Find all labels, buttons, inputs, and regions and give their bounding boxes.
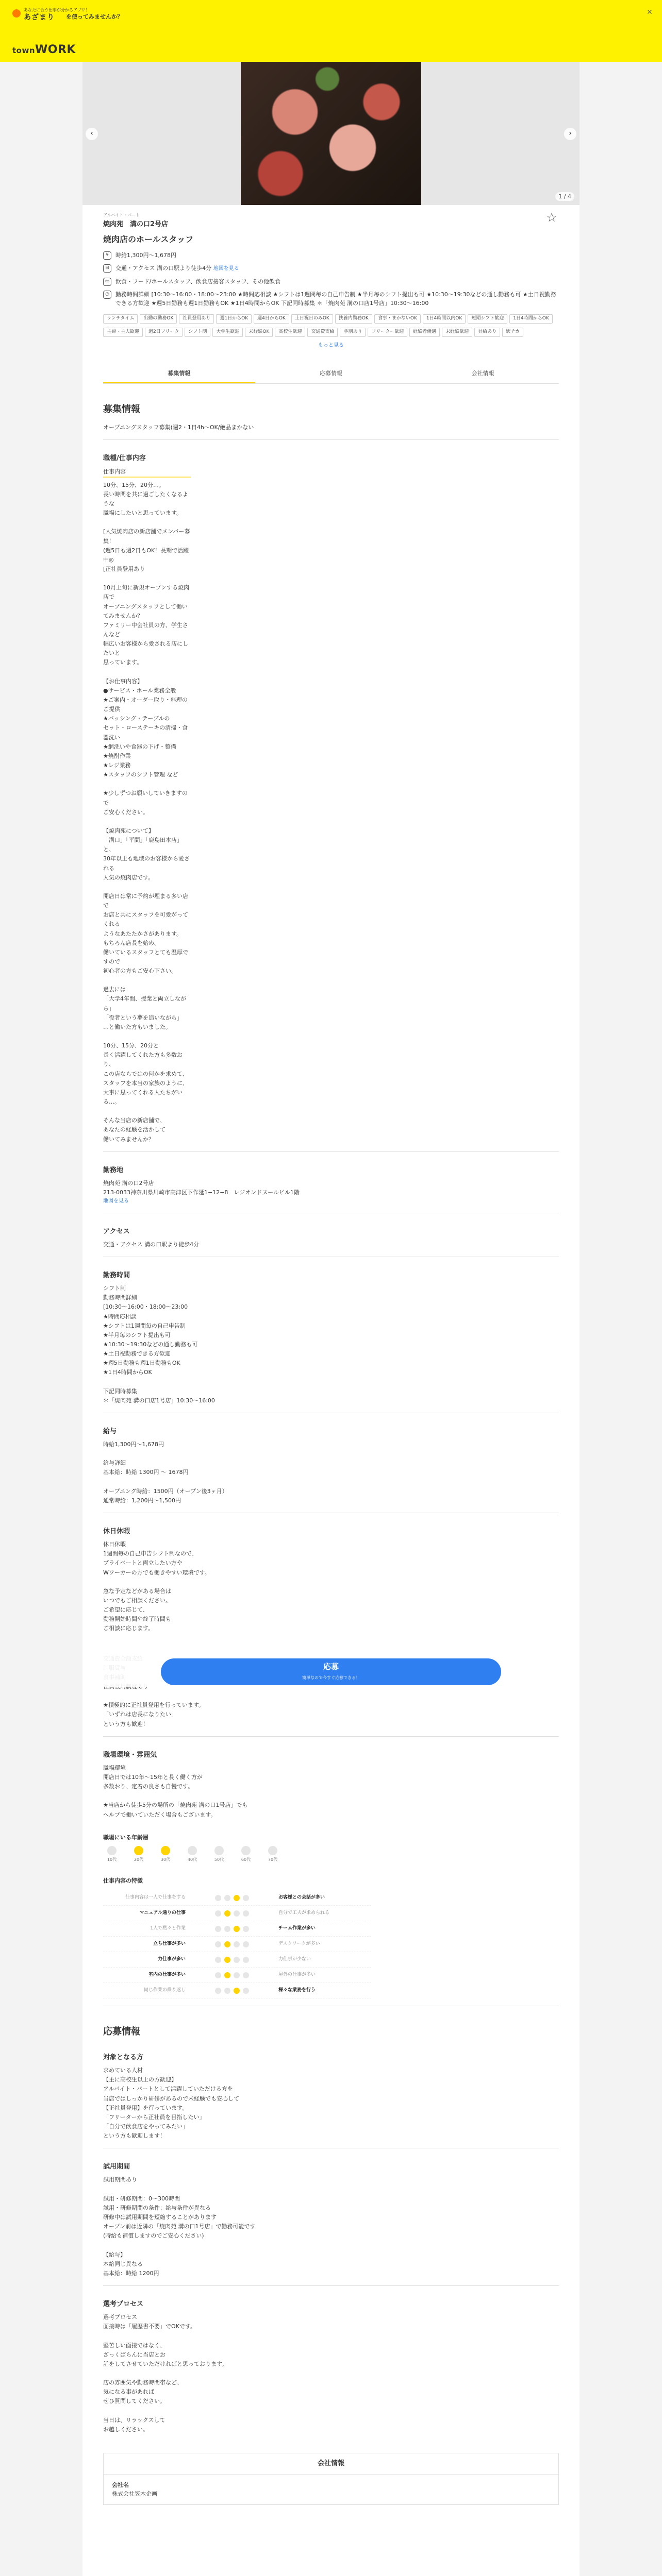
trait-dot-icon xyxy=(224,1957,230,1963)
age-group-item xyxy=(237,1846,255,1863)
feature-tag: ランチタイム xyxy=(103,314,138,324)
trait-scale xyxy=(191,1988,273,1994)
feature-tag: 週2日フリータ xyxy=(145,328,183,337)
wage-row xyxy=(103,251,559,260)
trait-dot-icon xyxy=(243,1941,249,1947)
trait-left-label: マニュアル通りの仕事 xyxy=(139,1910,186,1916)
site-logo-prefix: town xyxy=(12,46,36,55)
process-detail: 選考プロセス 面接時は「履歴書不要」でOKです。 堅苦しい面接ではなく、 ざっくばらんに当店とお 話をしてさせていただければと思っております。 店の雰囲気や勤務時間帯など、 気になる事があれば ぜひ質問してください。 当日は、リラックスして お越しください。 xyxy=(103,2314,228,2433)
age-label: 20代 xyxy=(134,1857,144,1862)
trait-dot-icon xyxy=(224,1941,230,1947)
wage-text: 時給1,300円〜1,678円 xyxy=(115,252,176,259)
tab-company-info[interactable]: 会社情報 xyxy=(471,370,494,377)
age-label: 30代 xyxy=(160,1857,171,1862)
access-title: アクセス xyxy=(103,1227,130,1235)
trait-dot-icon xyxy=(215,1988,221,1994)
age-label: 10代 xyxy=(107,1857,117,1862)
hours-title: 勤務時間 xyxy=(103,1271,130,1279)
trait-dot-icon xyxy=(234,1941,240,1947)
company-name-value: 株式会社笠木企画 xyxy=(112,2490,157,2498)
yen-icon: ¥ xyxy=(103,251,111,260)
target-title: 対象となる方 xyxy=(103,2054,144,2062)
age-dot-icon xyxy=(188,1846,197,1855)
trial-period-detail: 試用期間あり 試用・研修期間：0〜300時間 試用・研修期間の条件：給与条件が異なる 研修中は試用期間を短縮することがあります オープン前は近隣の「焼肉苑 溝の口1号店」で勤務可能です (時給も補償しますのでご安心ください) 【給与】 本給同じ異なる 基本給：時給 1200円 xyxy=(103,2176,256,2277)
access-text: 交通・アクセス 溝の口駅より徒歩4分 xyxy=(115,265,212,272)
trait-right-label: 屋外の仕事が多い xyxy=(278,1972,316,1977)
site-logo[interactable] xyxy=(12,41,76,59)
category-text: 飲食・フード/ホールスタッフ、飲食店接客スタッフ、その他飲食 xyxy=(115,278,281,285)
feature-tag: 1日4時間以内OK xyxy=(423,314,466,324)
hours-detail: シフト制 勤務時間詳細 [10:30〜16:00・18:00〜23:00 ★時間応相談 ★シフトは1週間毎の自己申告制 ★半月毎のシフト提出も可 ★10:30〜19:30などの通し勤務も可 ★土日祝勤務できる方歓迎 ★週5日勤務も週1日勤務もOK ★1日4時間からOK 下記同時募集 ＊「焼肉苑 溝の口店1号店」10:30〜16:00 xyxy=(103,1285,215,1404)
feature-tag: 出勤の勤務OK xyxy=(140,314,177,324)
job-description-title: 職種/仕事内容 xyxy=(103,454,146,463)
trait-right-label: 様々な業務を行う xyxy=(278,1987,316,1993)
feature-tag: 昇給あり xyxy=(474,328,500,337)
trait-dot-icon xyxy=(224,1988,230,1994)
traits-table xyxy=(103,1890,371,1998)
age-dot-icon xyxy=(107,1846,117,1855)
age-label: 40代 xyxy=(187,1857,197,1862)
feature-tag: 大学生歓迎 xyxy=(212,328,243,337)
carousel-next-button[interactable]: › xyxy=(564,128,576,140)
trait-scale xyxy=(191,1941,273,1947)
trait-dot-icon xyxy=(234,1910,240,1917)
location-map-link[interactable]: 地図を見る xyxy=(103,1198,129,1205)
trait-row xyxy=(103,1983,371,1998)
age-group-item xyxy=(184,1846,201,1863)
trait-dot-icon xyxy=(243,1926,249,1932)
trait-row xyxy=(103,1937,371,1952)
hours-row xyxy=(103,290,559,308)
divider xyxy=(103,2285,559,2286)
age-dot-icon xyxy=(214,1846,224,1855)
trait-left-label: 室内の仕事が多い xyxy=(148,1972,186,1977)
trait-right-label: 自分で工夫が求められる xyxy=(278,1910,330,1916)
apply-bar xyxy=(82,1651,580,1687)
feature-tag: 学割あり xyxy=(340,328,366,337)
job-title: 焼肉店のホールスタッフ xyxy=(103,234,194,244)
briefcase-icon: ▭ xyxy=(103,278,111,286)
trait-dot-icon xyxy=(234,1926,240,1932)
trait-left-label: 同じ作業の繰り返し xyxy=(143,1987,186,1993)
trait-left-label: 1人で黙々と作業 xyxy=(150,1925,186,1931)
job-description-text: 10分、15分、20分…。 長い時間を共に過ごしたくなるような 職場にしたいと思っています。 [人気焼肉店の新店舗でメンバー募集！ (週5日も週2日もOK！長期で活躍中◎ [正社員登用あり 10月上旬に新規オープンする焼肉店で オープニングスタッフとして働いてみませんか？ ファミリー中会社員の方、学生さんなど 幅広いお客様から愛される店にしたいと 思っています。 【お仕事内容】 ●サービス・ホール業務全般 ★ご案内・オーダー取り・料理のご提供 ★バッシング・テーブルの セット・ローステーキの清掃・食器洗い ★網洗いや食器の下げ・整備 ★焼酎作業 ★レジ業務 ★スタッフのシフト管理 など ★少しずつお願いしていきますので ご安心ください。 【焼肉苑について】 「溝口」「平間」「鹿島田本店」と、 30年以上も地域のお客様から愛される 人気の焼肉店です。 開店日は常に予約が埋まる多い店で お店と共にスタッフを可愛がってくれる ようなあたたかさがあります。 もちろん店長を始め、 働いているスタッフとても温厚ですので 初心者の方もご安心下さい。 過去には 「大学4年間、授業と両立しながら」 「役者という夢を追いながら」 …と働いた方もいました。 10分、15分、20分と 長く活躍してくれた方も多数おり、 この店ならではの何かを求めて、 スタッフを本当の家族のように、 大事に思ってくれる人たちがいる…。 そんな当店の新店舗で、 あなたの経験を活かして 働いてみませんか？ xyxy=(103,477,191,1144)
train-icon: ⊟ xyxy=(103,264,111,273)
age-dot-icon xyxy=(161,1846,170,1855)
feature-tag: シフト制 xyxy=(185,328,210,337)
age-dot-icon xyxy=(241,1846,251,1855)
environment-title: 職場環境・雰囲気 xyxy=(103,1751,157,1759)
carousel-counter: 1 / 4 xyxy=(555,192,574,201)
age-dot-icon xyxy=(268,1846,277,1855)
process-title: 選考プロセス xyxy=(103,2300,144,2309)
location-address: 213-0033神奈川県川崎市高津区下作延1−12−8 レジオンドヌールビル1階 xyxy=(103,1189,300,1196)
age-group-title: 職場にいる年齢層 xyxy=(103,1834,148,1841)
trait-left-label: 仕事内容は一人で仕事をする xyxy=(125,1894,186,1900)
close-icon[interactable]: ✕ xyxy=(647,8,653,16)
yakiniku-photo xyxy=(241,62,421,205)
trait-dot-icon xyxy=(224,1972,230,1978)
app-question: を使ってみませんか？ xyxy=(66,13,123,20)
trait-scale xyxy=(191,1910,273,1917)
trait-dot-icon xyxy=(243,1895,249,1901)
recruit-section-title: 募集情報 xyxy=(103,404,140,415)
trait-dot-icon xyxy=(243,1988,249,1994)
age-group-item xyxy=(130,1846,147,1863)
feature-tag: フリーター歓迎 xyxy=(368,328,407,337)
age-group-item xyxy=(210,1846,228,1863)
trait-dot-icon xyxy=(215,1926,221,1932)
feature-tag: 週1日からOK xyxy=(216,314,252,324)
app-logo-icon xyxy=(12,9,21,18)
age-label: 50代 xyxy=(214,1857,224,1862)
trait-dot-icon xyxy=(224,1926,230,1932)
location-name: 焼肉苑 溝の口2号店 xyxy=(103,1179,154,1187)
feature-tag: 交通費支給 xyxy=(307,328,338,337)
company-name-label: 会社名 xyxy=(112,2482,129,2489)
carousel-prev-button[interactable]: ‹ xyxy=(86,128,98,140)
trait-dot-icon xyxy=(234,1988,240,1994)
clock-icon: ◷ xyxy=(103,291,111,299)
feature-tag: 週4日からOK xyxy=(254,314,289,324)
trait-row xyxy=(103,1921,371,1937)
feature-tag: 経験者優遇 xyxy=(409,328,440,337)
feature-tags xyxy=(103,313,559,340)
favorite-star-icon[interactable]: ☆ xyxy=(546,210,557,225)
holiday-title: 休日休暇 xyxy=(103,1528,130,1536)
main-content xyxy=(103,205,559,2505)
age-group-item xyxy=(264,1846,282,1863)
feature-tag: 駅チカ xyxy=(502,328,523,337)
trait-row xyxy=(103,1968,371,1983)
trait-dot-icon xyxy=(215,1941,221,1947)
trait-scale xyxy=(191,1972,273,1978)
app-tagline: あなたに合う仕事が分かるアプリ！ xyxy=(24,8,90,12)
trait-scale xyxy=(191,1926,273,1932)
location-title: 勤務地 xyxy=(103,1166,124,1174)
welfare-detail: ★積極的に正社員登用を行っています。 「いずれは店長になりたい」 という方も歓迎！ xyxy=(103,1702,204,1727)
app-brand: あざまり xyxy=(24,13,55,22)
company-info-box xyxy=(103,2453,559,2505)
feature-tag: 扶養内勤務OK xyxy=(335,314,372,324)
trait-dot-icon xyxy=(215,1910,221,1917)
feature-tag: 未経験歓迎 xyxy=(442,328,472,337)
trait-dot-icon xyxy=(243,1957,249,1963)
feature-tag: 短期シフト歓迎 xyxy=(468,314,507,324)
age-label: 60代 xyxy=(241,1857,251,1862)
detail-tabs xyxy=(103,365,559,384)
trait-right-label: チーム作業が多い xyxy=(278,1925,316,1931)
job-description-subtitle: 仕事内容 xyxy=(103,468,126,475)
holiday-detail: 休日休暇 1週間毎の自己申告シフト制なので、 プライベートと両立したい方や Wワーカーの方でも働きやすい環境です。 急な予定などがある場合は いつでもご相談ください。 ご希望に応じて、 勤務開始時間や終了時間も ご相談に応じます。 xyxy=(103,1541,210,1632)
apply-button-sublabel: 簡単なので今すぐ応募できる！ xyxy=(302,1675,360,1680)
employment-type: アルバイト・パート xyxy=(103,213,140,217)
trait-right-label: デスクワークが多い xyxy=(278,1941,320,1946)
company-section-title: 会社情報 xyxy=(104,2453,558,2475)
feature-tag: 主婦・主夫歓迎 xyxy=(103,328,143,337)
trait-dot-icon xyxy=(224,1895,230,1901)
hours-text: 勤務時間詳細 [10:30〜16:00・18:00〜23:00 ★時間応相談 ★シフトは1週間毎の自己申告制 ★半月毎のシフト提出も可 ★10:30〜19:30などの通し勤務も可 ★土日祝勤務できる方歓迎 ★週5日勤務も週1日勤務もOK ★1日4時間からOK 下記同時募集 ＊「焼肉苑 溝の口店1号店」10:30〜16:00 xyxy=(115,291,556,307)
app-banner xyxy=(0,0,662,62)
apply-button[interactable] xyxy=(161,1658,501,1685)
trait-dot-icon xyxy=(224,1910,230,1917)
apply-section-title: 応募情報 xyxy=(103,2026,140,2038)
feature-tag: 土日祝日のみOK xyxy=(291,314,333,324)
trait-dot-icon xyxy=(243,1910,249,1917)
company-name: 焼肉苑 溝の口2号店 xyxy=(103,221,169,229)
trait-dot-icon xyxy=(215,1972,221,1978)
age-label: 70代 xyxy=(268,1857,278,1862)
trait-right-label: お客様との会話が多い xyxy=(278,1894,325,1900)
age-group-item xyxy=(157,1846,174,1863)
divider xyxy=(103,1736,559,1737)
trait-row xyxy=(103,1906,371,1921)
category-row xyxy=(103,277,559,286)
more-tags-link[interactable]: もっと見る xyxy=(318,342,344,348)
trait-scale xyxy=(191,1895,273,1901)
feature-tag: 食事・まかないOK xyxy=(374,314,421,324)
recruit-intro: オープニングスタッフ募集(週2・1日4h〜OK/絶品まかない xyxy=(103,424,254,431)
access-detail: 交通・アクセス 溝の口駅より徒歩4分 xyxy=(103,1241,200,1248)
trait-left-label: 立ち仕事が多い xyxy=(153,1941,186,1946)
photo-carousel[interactable] xyxy=(82,62,580,205)
age-dot-icon xyxy=(134,1846,143,1855)
divider xyxy=(103,1151,559,1152)
feature-tag: 高校生歓迎 xyxy=(275,328,305,337)
trait-dot-icon xyxy=(243,1972,249,1978)
trait-row xyxy=(103,1890,371,1906)
map-link[interactable]: 地図を見る xyxy=(213,266,239,272)
trait-dot-icon xyxy=(215,1895,221,1901)
job-detail-page xyxy=(82,62,580,2576)
age-group-chart xyxy=(103,1846,559,1863)
feature-tag: 未経験OK xyxy=(245,328,273,337)
target-detail: 求めている人材 【主に高校生以上の方歓迎】 アルバイト・パートとして活躍していただける方を 当店ではしっかり研修があるので未経験でも安心して 【正社員登用】を行っています。 「フリーターから正社員を目指したい」 「自分で飲食店をやってみたい」 という方も歓迎します！ xyxy=(103,2067,239,2140)
environment-detail: 職場環境 開店日では10年〜15年と長く働く方が 多数おり、定着の良さも自慢です。 ★当店から徒歩5分の場所の「焼肉苑 溝の口1号店」でも ヘルプで働いていただく場合もございます。 xyxy=(103,1764,248,1818)
salary-detail: 時給1,300円〜1,678円 給与詳細 基本給：時給 1300円 〜 1678円 オープニング時給：1500円（オープン後3ヶ月） 通常時給：1,200円〜1,500円 xyxy=(103,1441,228,1504)
site-logo-suffix: WORK xyxy=(35,43,76,56)
trait-right-label: 力仕事が少ない xyxy=(278,1956,311,1962)
trait-left-label: 力仕事が多い xyxy=(157,1956,186,1962)
access-row xyxy=(103,264,559,273)
feature-tag: 1日4時間からOK xyxy=(509,314,552,324)
tab-apply-info[interactable]: 応募情報 xyxy=(320,370,342,377)
trait-dot-icon xyxy=(215,1957,221,1963)
trait-row xyxy=(103,1952,371,1968)
tab-recruit-info[interactable]: 募集情報 xyxy=(103,365,255,383)
trial-period-title: 試用期間 xyxy=(103,2163,130,2171)
feature-tag: 社員登用あり xyxy=(179,314,214,324)
traits-title: 仕事内容の特徴 xyxy=(103,1877,143,1885)
divider xyxy=(103,439,559,440)
trait-dot-icon xyxy=(234,1972,240,1978)
trait-dot-icon xyxy=(234,1895,240,1901)
trait-scale xyxy=(191,1957,273,1963)
apply-button-label: 応募 xyxy=(323,1662,339,1671)
trait-dot-icon xyxy=(234,1957,240,1963)
salary-title: 給与 xyxy=(103,1427,117,1435)
age-group-item xyxy=(103,1846,121,1863)
